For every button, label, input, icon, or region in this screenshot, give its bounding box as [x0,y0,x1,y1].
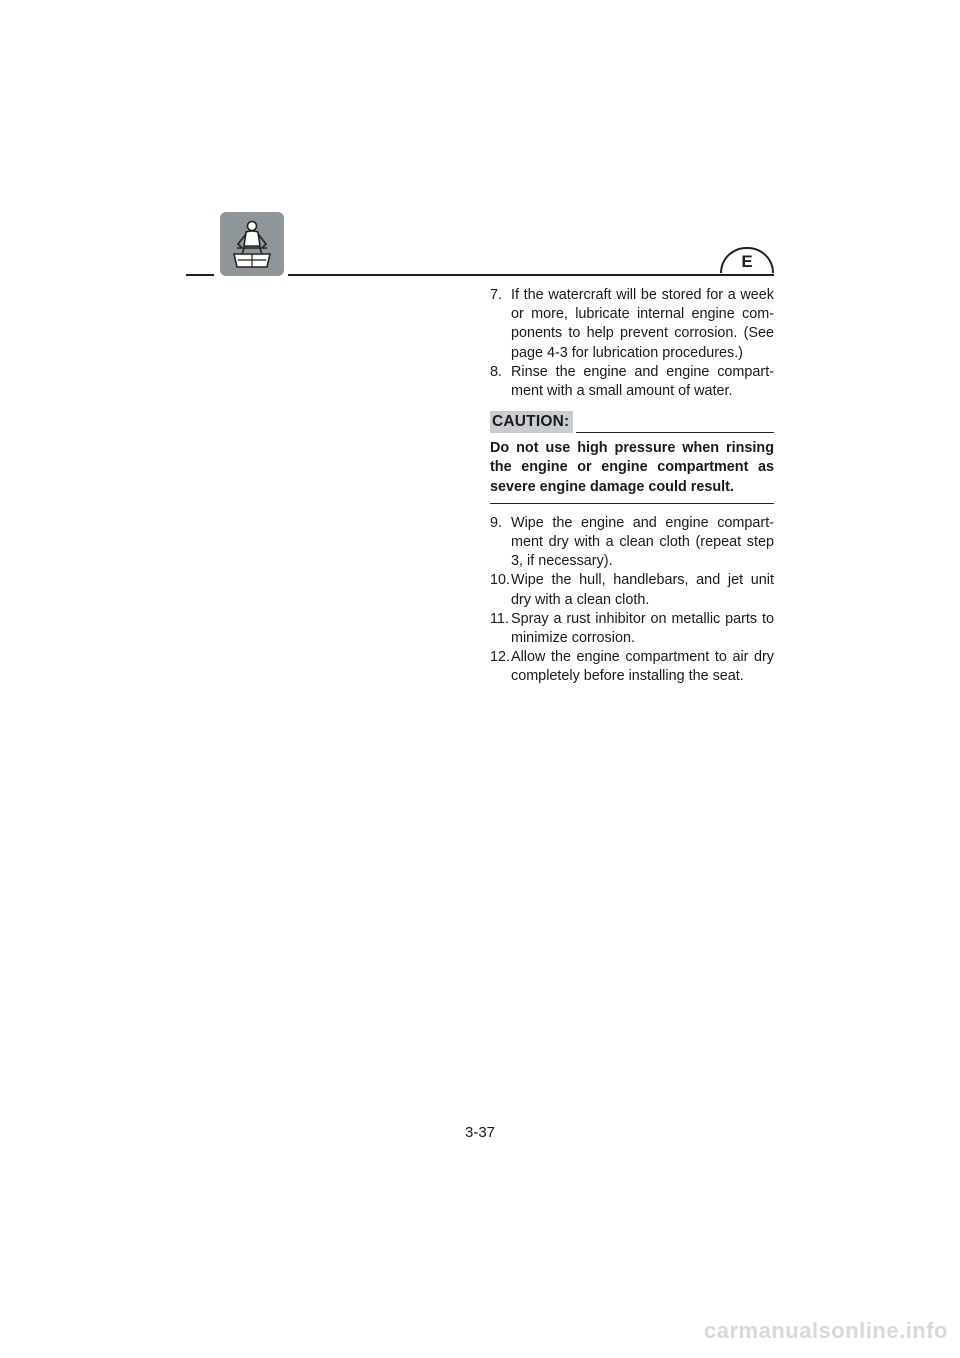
steps-after-caution [490,514,774,687]
list-item [490,363,774,401]
step-text: Wipe the engine and engine compart-ment dry with a clean cloth (repeat step 3, if necessary). [511,514,774,570]
step-text: Rinse the engine and engine compart-ment with a small amount of water. [511,363,774,400]
caution-header [490,411,774,435]
step-number: 11. [490,610,509,627]
step-text: If the watercraft will be stored for a week or more, lubricate internal engine com-ponents to help prevent corrosion. (See page 4-3 for lubrication procedures.) [511,287,774,361]
personal-watercraft-rider-icon [220,212,284,276]
page-content [490,286,774,687]
step-number: 8. [490,363,503,380]
page-number: 3-37 [464,1124,496,1141]
step-text: Spray a rust inhibitor on metallic parts to minimize corrosion. [511,610,774,647]
watermark: carmanualsonline.info [704,1318,948,1343]
caution-text: Do not use high pressure when rinsing the engine or engine compartment as severe engine damage could result. [490,439,774,504]
list-item [490,610,774,648]
caution-box [490,411,774,504]
list-item [490,286,774,363]
list-item [490,571,774,609]
step-number: 9. [490,514,503,531]
step-text: Wipe the hull, handlebars, and jet unit dry with a clean cloth. [511,572,774,608]
step-number: 12. [490,649,511,666]
list-item [490,648,774,686]
language-badge: E [720,247,774,273]
caution-label: CAUTION: [490,411,573,433]
caution-rule [576,432,774,433]
step-number: 7. [490,287,503,303]
header-rule-left [186,274,214,276]
step-number: 10. [490,572,511,589]
list-item [490,514,774,572]
header-rule-right [288,274,774,276]
step-text: Allow the engine compartment to air dry completely before installing the seat. [511,649,774,685]
